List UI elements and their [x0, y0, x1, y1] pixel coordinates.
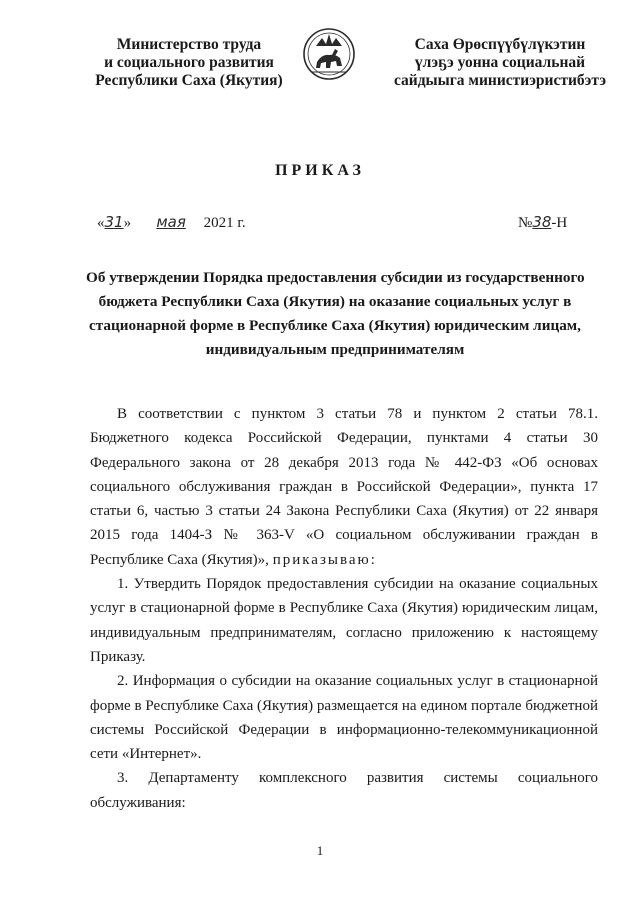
- subject-line: индивидуальным предпринимателям: [205, 341, 465, 358]
- date-close-quote: »: [123, 215, 132, 231]
- order-date: [97, 213, 246, 232]
- date-month: мая: [156, 213, 186, 231]
- order-item: 1. Утвердить Порядок предоставления субсидии на оказание социальных услуг в стационарной форме в Республике Саха (Якутия) юридическим лицам, индивидуальным предпринимателям, согласно приложению к настоящему Приказу.: [90, 576, 598, 665]
- date-day: 31: [104, 213, 124, 231]
- order-subject: [86, 266, 584, 362]
- preamble-text: В соответствии с пунктом 3 статьи 78 и пунктом 2 статьи 78.1. Бюджетного кодекса Российской Федерации, пунктами 4 статьи 30 Федерального закона от 28 декабря 2013 года № 442-ФЗ «Об основах социального обслуживания граждан в Российской Федерации», пункта 17 статьи 6, частью 3 статьи 24 Закона Республики Саха (Якутия) от 22 января 2015 года 1404-З № 363-V «О социальном обслуживании граждан в Республике Саха (Якутия)»,: [90, 406, 598, 568]
- subject-line: Об утверждении Порядка предоставления субсидии из государственного: [86, 269, 585, 286]
- order-body: [90, 402, 598, 815]
- order-item: 3. Департаменту комплексного развития системы социального обслуживания:: [90, 770, 598, 811]
- document-title: ПРИКАЗ: [275, 162, 365, 179]
- subject-line: стационарной форме в Республике Саха (Якутия) юридическим лицам,: [89, 317, 581, 334]
- ministry-name-line: Саха Өрөспүүбүлүкэтин: [414, 36, 586, 53]
- order-number: [518, 213, 567, 232]
- date-year: 2021 г.: [203, 215, 246, 231]
- ministry-name-line: Республики Саха (Якутия): [95, 72, 283, 89]
- date-open-quote: «: [97, 215, 105, 231]
- page-number: 1: [316, 843, 324, 858]
- ministry-name-russian: [74, 36, 304, 90]
- order-word: приказываю:: [272, 551, 377, 568]
- preamble-paragraph: [90, 402, 598, 572]
- ministry-name-yakut: [390, 36, 610, 90]
- subject-line: бюджета Республики Саха (Якутия) на оказание социальных услуг в: [98, 293, 572, 310]
- ministry-name-line: үлэҕэ уонна социальнай: [414, 54, 586, 71]
- ministry-name-line: Министерство труда: [116, 36, 262, 53]
- coat-of-arms-icon: [302, 24, 356, 86]
- number-prefix: №: [518, 215, 533, 231]
- number-value: 38: [532, 213, 552, 231]
- number-suffix: -Н: [551, 215, 568, 231]
- ministry-name-line: сайдыыга министиэристибэтэ: [393, 72, 607, 89]
- order-item: 2. Информация о субсидии на оказание социальных услуг в стационарной форме в Республике Саха (Якутия) размещается на едином портале бюджетной системы Российской Федерации в информационно-телекоммуникационной сети «Интернет».: [90, 673, 598, 763]
- ministry-name-line: и социального развития: [104, 54, 274, 71]
